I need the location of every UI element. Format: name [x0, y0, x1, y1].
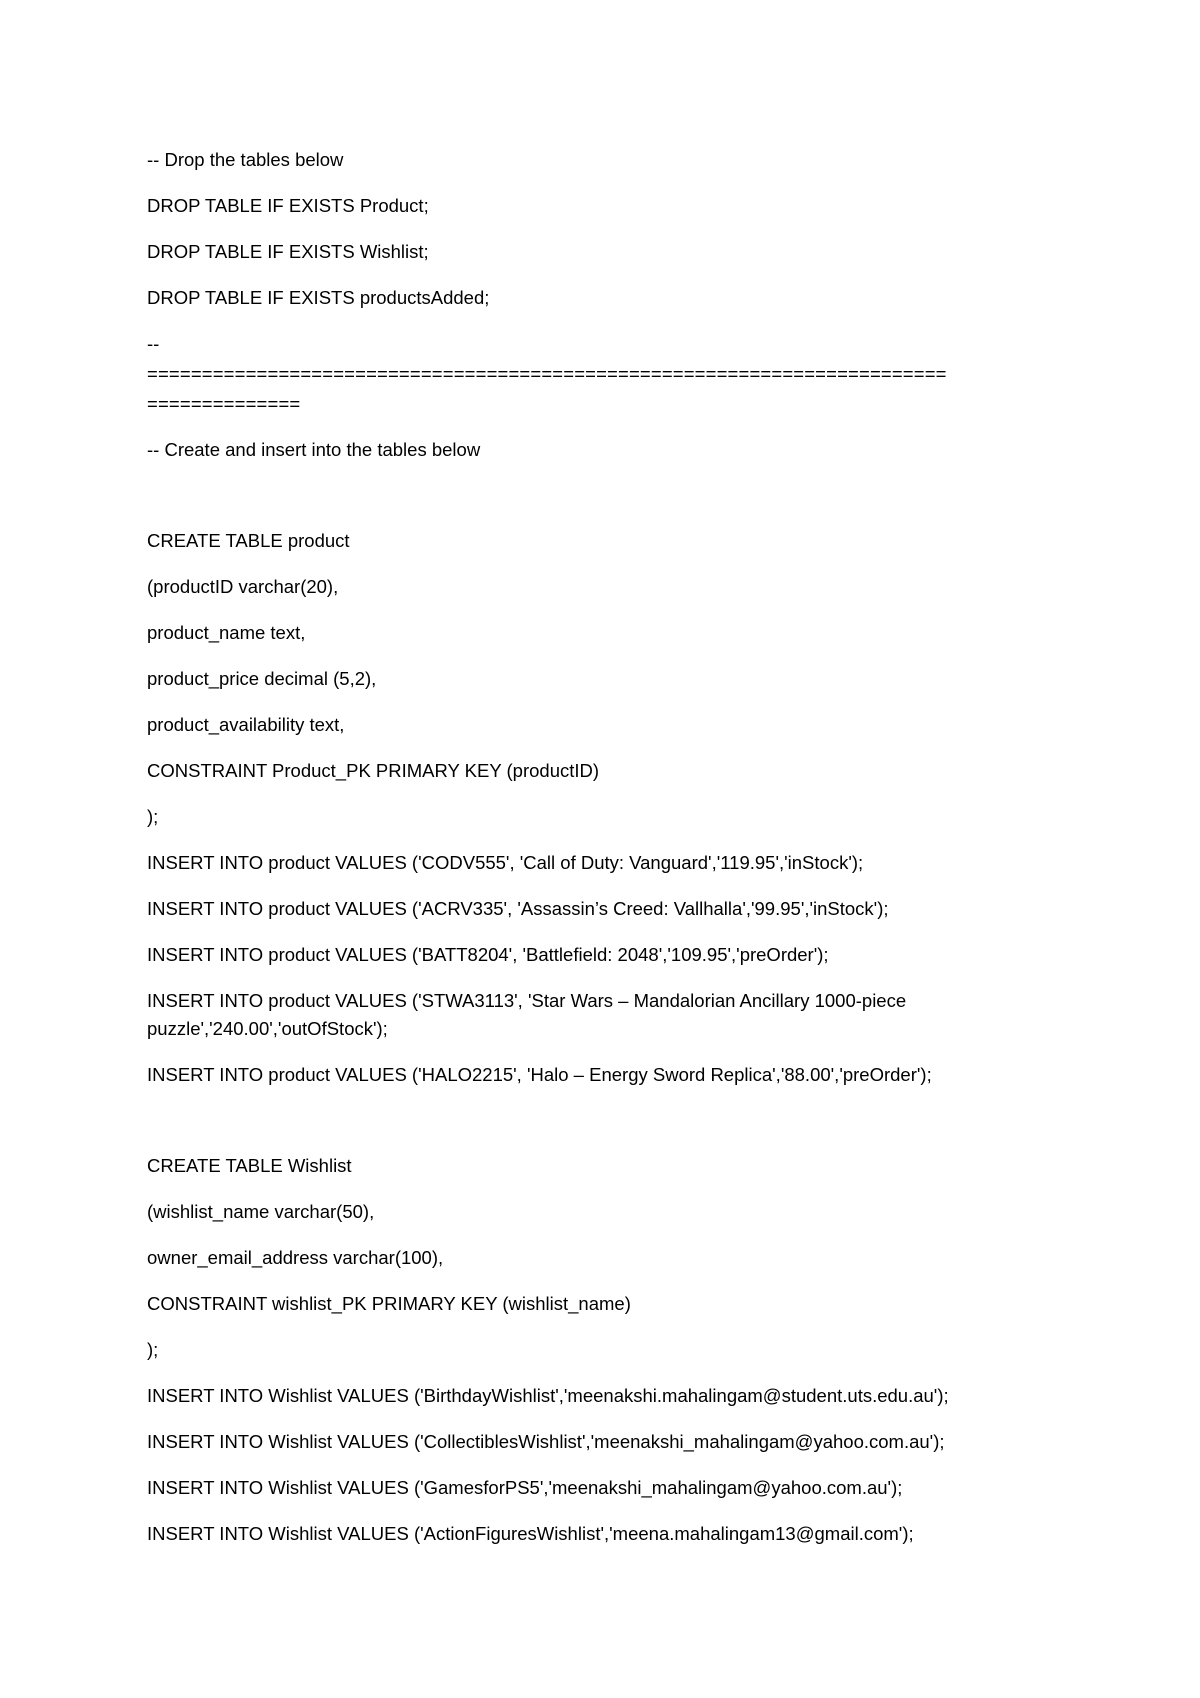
sql-wishlist-constraint: CONSTRAINT wishlist_PK PRIMARY KEY (wishlist_name)	[147, 1293, 631, 1314]
sql-product-close: );	[147, 806, 159, 827]
sql-insert-wishlist-2: INSERT INTO Wishlist VALUES ('CollectiblesWishlist','meenakshi_mahalingam@yahoo.com.au');	[147, 1431, 945, 1452]
sql-comment-divider-start: --	[147, 333, 160, 354]
sql-insert-product-2: INSERT INTO product VALUES ('ACRV335', 'Assassin’s Creed: Vallhalla','99.95','inStock');	[147, 898, 889, 919]
sql-insert-product-4: INSERT INTO product VALUES ('STWA3113', 'Star Wars – Mandalorian Ancillary 1000-piece	[147, 990, 907, 1011]
sql-create-wishlist: CREATE TABLE Wishlist	[147, 1155, 352, 1176]
sql-insert-product-5: INSERT INTO product VALUES ('HALO2215', 'Halo – Energy Sword Replica','88.00','preOrder');	[147, 1064, 932, 1085]
divider-rule-line-2: ==============	[147, 393, 301, 414]
sql-comment-drop: -- Drop the tables below	[147, 149, 344, 170]
sql-product-col-id: (productID varchar(20),	[147, 576, 339, 597]
sql-create-product: CREATE TABLE product	[147, 530, 350, 551]
sql-insert-wishlist-1: INSERT INTO Wishlist VALUES ('BirthdayWishlist','meenakshi.mahalingam@student.uts.edu.au');	[147, 1385, 949, 1406]
sql-wishlist-close: );	[147, 1339, 159, 1360]
sql-insert-product-3: INSERT INTO product VALUES ('BATT8204', 'Battlefield: 2048','109.95','preOrder');	[147, 944, 829, 965]
sql-insert-product-4-cont: puzzle','240.00','outOfStock');	[147, 1018, 388, 1039]
sql-drop-product: DROP TABLE IF EXISTS Product;	[147, 195, 429, 216]
sql-insert-wishlist-4: INSERT INTO Wishlist VALUES ('ActionFiguresWishlist','meena.mahalingam13@gmail.com');	[147, 1523, 914, 1544]
sql-product-col-name: product_name text,	[147, 622, 306, 643]
sql-drop-wishlist: DROP TABLE IF EXISTS Wishlist;	[147, 241, 429, 262]
divider-rule-line-1: =========================================================================	[147, 363, 947, 384]
sql-product-col-availability: product_availability text,	[147, 714, 345, 735]
sql-insert-wishlist-3: INSERT INTO Wishlist VALUES ('GamesforPS5','meenakshi_mahalingam@yahoo.com.au');	[147, 1477, 903, 1498]
sql-insert-product-1: INSERT INTO product VALUES ('CODV555', 'Call of Duty: Vanguard','119.95','inStock');	[147, 852, 864, 873]
sql-wishlist-col-name: (wishlist_name varchar(50),	[147, 1201, 375, 1222]
sql-wishlist-col-email: owner_email_address varchar(100),	[147, 1247, 444, 1268]
sql-product-col-price: product_price decimal (5,2),	[147, 668, 377, 689]
sql-product-constraint: CONSTRAINT Product_PK PRIMARY KEY (productID)	[147, 760, 600, 781]
sql-drop-productsadded: DROP TABLE IF EXISTS productsAdded;	[147, 287, 490, 308]
sql-comment-create: -- Create and insert into the tables below	[147, 439, 481, 460]
